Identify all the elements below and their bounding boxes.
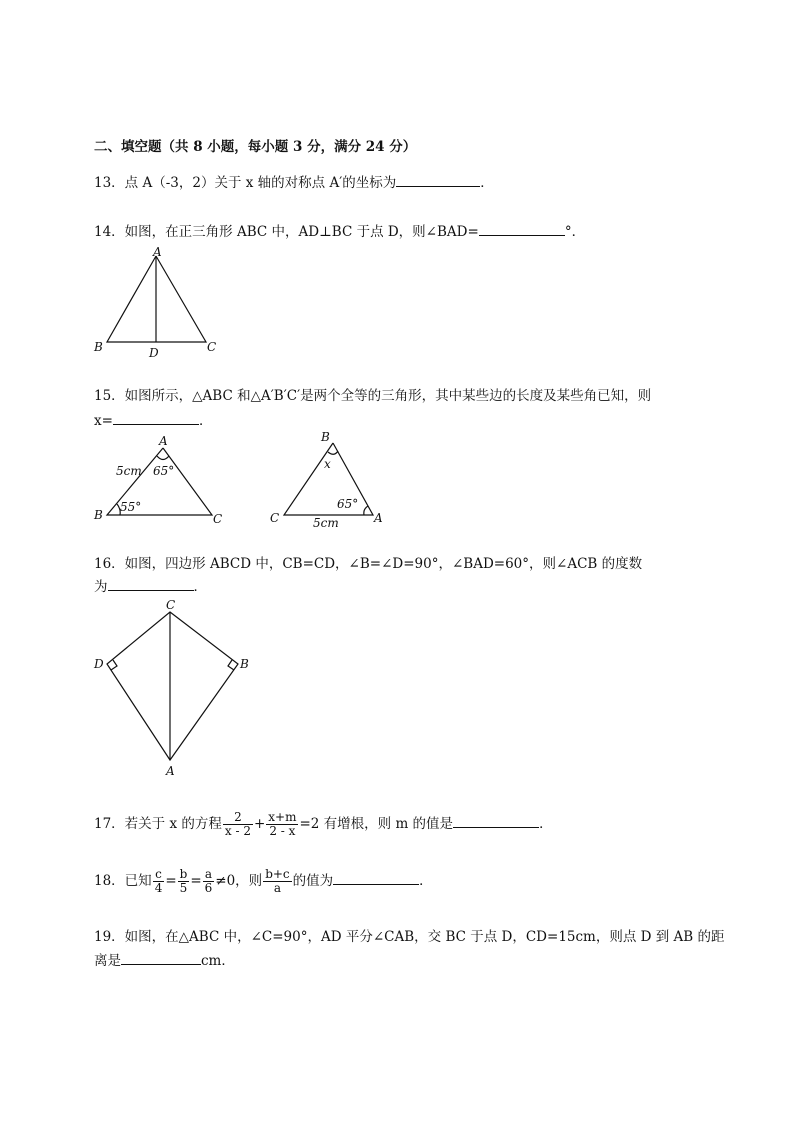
angle-arc-a	[157, 456, 169, 460]
label-b: B	[94, 340, 103, 354]
question-13	[94, 172, 494, 192]
not-equal-zero: ≠0，则	[215, 873, 263, 889]
fraction-17-1-den: x - 2	[224, 824, 251, 838]
answer-blank-17[interactable]	[453, 813, 539, 828]
label-b: B	[240, 657, 249, 671]
fraction-17-2-num: x+m	[268, 810, 297, 824]
triangle-2	[284, 443, 373, 515]
question-18	[94, 866, 433, 896]
fraction-18-3-num: a	[203, 868, 215, 882]
fig2-label-a: A	[374, 511, 383, 525]
question-16-line2	[94, 576, 207, 596]
fig1-label-a: A	[159, 434, 168, 448]
question-16-wei: 为	[94, 579, 108, 595]
question-14-text: 14．如图，在正三角形 ABC 中，AD⊥BC 于点 D，则∠BAD=	[94, 224, 479, 240]
question-14	[94, 221, 585, 241]
right-angle-b	[228, 660, 234, 670]
question-16-line1: 16．如图，四边形 ABCD 中，CB=CD，∠B=∠D=90°，∠BAD=60°，则∠ACB 的度数	[94, 556, 643, 572]
question-15-x: x=	[94, 413, 113, 429]
answer-blank-14[interactable]	[479, 221, 565, 236]
fraction-18-2-num: b	[179, 867, 188, 881]
label-a: A	[166, 764, 175, 778]
fraction-18-2-den: 5	[179, 881, 188, 895]
fraction-18-3-den: 6	[204, 881, 213, 895]
fraction-18-3	[203, 868, 215, 895]
question-13-text: 13．点 A（-3，2）关于 x 轴的对称点 A′的坐标为	[94, 175, 397, 191]
question-19-pre: 离是	[94, 953, 121, 969]
angle-arc-top	[328, 451, 338, 454]
section-heading: 二、填空题（共 8 小题，每小题 3 分，满分 24 分）	[94, 139, 417, 155]
fraction-18-4-den: a	[273, 881, 281, 895]
fig2-label-c: C	[270, 511, 280, 525]
equals-2: =	[190, 873, 202, 889]
quadrilateral-abcd	[107, 612, 238, 760]
answer-blank-16[interactable]	[108, 576, 194, 591]
fraction-18-4	[263, 868, 291, 895]
fraction-18-4-num: b+c	[265, 867, 290, 881]
figure-16-quadrilateral	[90, 595, 265, 780]
answer-blank-19[interactable]	[121, 950, 201, 965]
fraction-18-1	[153, 868, 165, 895]
fraction-18-2	[178, 868, 190, 895]
question-17	[94, 809, 553, 839]
question-19-end: cm．	[201, 953, 235, 969]
question-17-end: ．	[539, 816, 553, 832]
fig1-label-c: C	[213, 512, 223, 526]
equals-1: =	[165, 873, 177, 889]
label-a: A	[153, 245, 162, 259]
fraction-17-2-den: 2 - x	[269, 824, 296, 838]
fraction-18-1-den: 4	[154, 881, 163, 895]
answer-blank-15[interactable]	[113, 410, 199, 425]
fig2-x: x	[324, 457, 331, 471]
answer-blank-13[interactable]	[396, 172, 480, 187]
fig2-angle: 65°	[337, 497, 359, 511]
question-15-end: ．	[198, 413, 213, 429]
question-19-line2	[94, 950, 235, 970]
fig1-label-b: B	[94, 508, 103, 522]
question-15-line1: 15．如图所示，△ABC 和△A′B′C′是两个全等的三角形，其中某些边的长度及某些角已知，则	[94, 388, 652, 404]
fig1-side: 5cm	[116, 464, 142, 478]
fraction-17-2	[266, 811, 298, 838]
label-d: D	[94, 657, 104, 671]
fraction-17-1-num: 2	[223, 811, 253, 825]
fraction-17-1	[223, 811, 253, 838]
figure-15-triangle-1	[90, 430, 240, 530]
question-17-pre: 17．若关于 x 的方程	[94, 816, 222, 832]
label-c: C	[207, 340, 217, 354]
fraction-18-1-num: c	[153, 868, 165, 882]
right-angle-d	[111, 660, 117, 670]
label-c: C	[166, 598, 176, 612]
angle-arc-right	[364, 506, 368, 515]
question-14-end: °．	[564, 224, 586, 240]
question-16-end: ．	[193, 579, 207, 595]
plus-sign: +	[253, 816, 266, 832]
figure-14-equilateral-triangle	[90, 245, 230, 365]
answer-blank-18[interactable]	[333, 870, 419, 885]
question-19-line1: 19．如图，在△ABC 中，∠C=90°，AD 平分∠CAB，交 BC 于点 D，CD=15cm，则点 D 到 AB 的距	[94, 929, 725, 945]
question-15-line2	[94, 410, 212, 430]
label-d: D	[149, 346, 159, 360]
fig2-side: 5cm	[313, 516, 339, 530]
question-13-end: ．	[480, 175, 494, 191]
figure-15-triangle-2	[265, 425, 395, 530]
fig2-label-b: B	[321, 430, 330, 444]
question-18-post: 的值为	[292, 873, 334, 889]
fig1-angle-a: 65°	[153, 464, 175, 478]
question-17-post: =2 有增根，则 m 的值是	[299, 816, 454, 832]
fig1-angle-b: 55°	[120, 500, 142, 514]
question-18-end: ．	[419, 873, 433, 889]
question-18-pre: 18．已知	[94, 873, 152, 889]
